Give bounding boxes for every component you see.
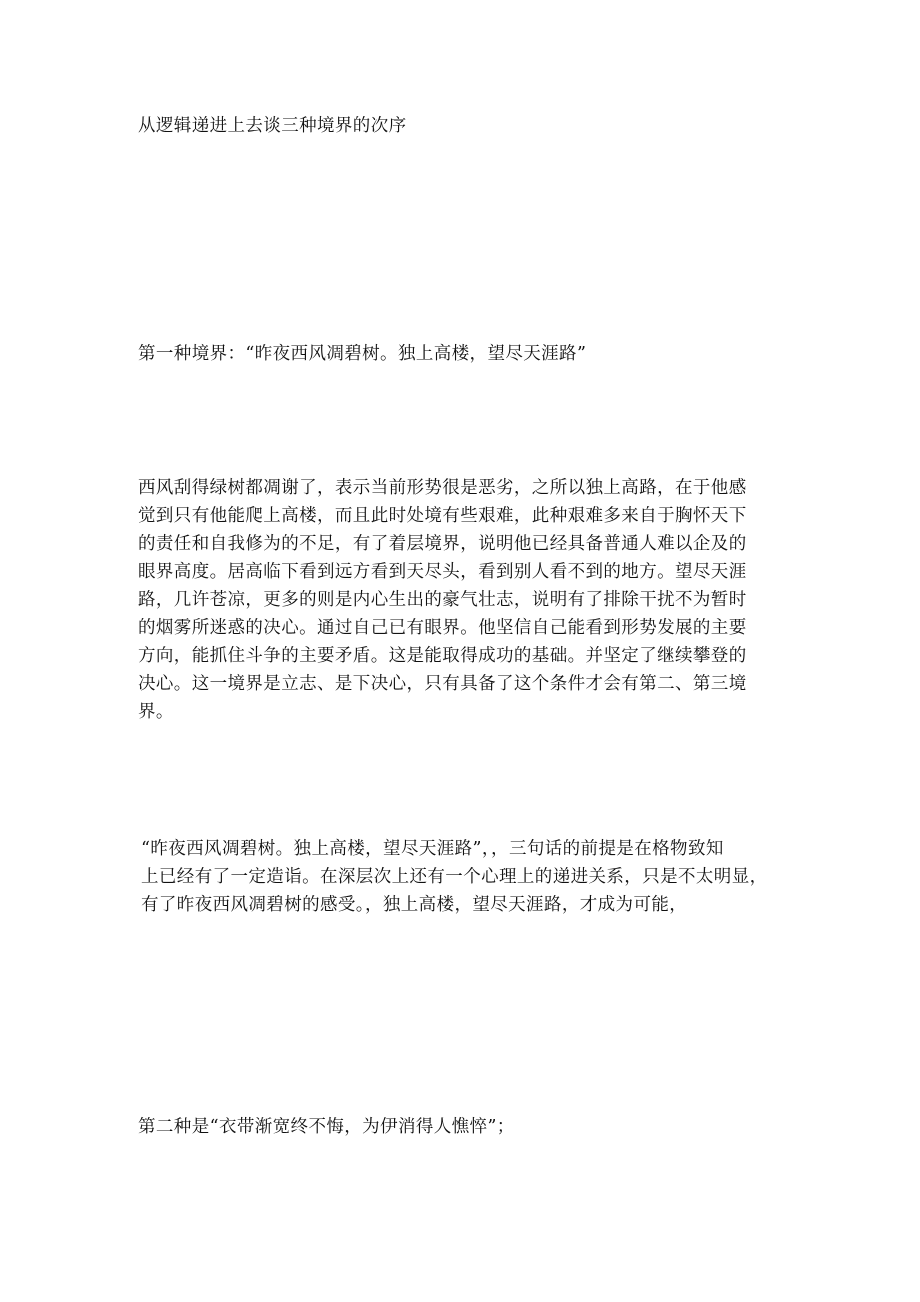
paragraph-line: 眼界高度。居高临下看到远方看到天尽头，看到别人看不到的地方。望尽天涯 bbox=[138, 562, 747, 582]
paragraph-line: 的责任和自我修为的不足，有了着层境界，说明他已经具备普通人难以企及的 bbox=[138, 534, 747, 554]
document-title: 从逻辑递进上去谈三种境界的次序 bbox=[138, 116, 407, 136]
paragraph-line: 上已经有了一定造诣。在深层次上还有一个心理上的递进关系，只是不太明显， bbox=[141, 867, 768, 887]
paragraph-line: 有了昨夜西风凋碧树的感受。，独上高楼，望尽天涯路，才成为可能， bbox=[141, 895, 688, 915]
paragraph-line: 觉到只有他能爬上高楼，而且此时处境有些艰难，此种艰难多来自于胸怀天下 bbox=[138, 506, 747, 526]
paragraph-line: 决心。这一境界是立志、是下决心，只有具备了这个条件才会有第二、第三境 bbox=[138, 674, 747, 694]
paragraph-line: 路，几许苍凉，更多的则是内心生出的豪气壮志，说明有了排除干扰不为暂时 bbox=[138, 590, 747, 610]
paragraph-first-realm-explanation bbox=[138, 474, 747, 726]
section-heading-second-realm: 第二种是“衣带渐宽终不悔，为伊消得人憔悴”； bbox=[138, 1117, 515, 1137]
paragraph-line: 的烟雾所迷惑的决心。通过自己已有眼界。他坚信自己能看到形势发展的主要 bbox=[138, 618, 747, 638]
paragraph-line: 西风刮得绿树都凋谢了，表示当前形势很是恶劣，之所以独上高路，在于他感 bbox=[138, 478, 747, 498]
paragraph-line: “昨夜西风凋碧树。独上高楼，望尽天涯路”，，三句话的前提是在格物致知 bbox=[141, 839, 724, 859]
paragraph-line: 方向，能抓住斗争的主要矛盾。这是能取得成功的基础。并坚定了继续攀登的 bbox=[138, 646, 747, 666]
paragraph-logical-progression bbox=[141, 835, 768, 919]
section-heading-first-realm: 第一种境界：“昨夜西风凋碧树。独上高楼，望尽天涯路” bbox=[138, 344, 587, 364]
paragraph-line: 界。 bbox=[138, 702, 174, 722]
